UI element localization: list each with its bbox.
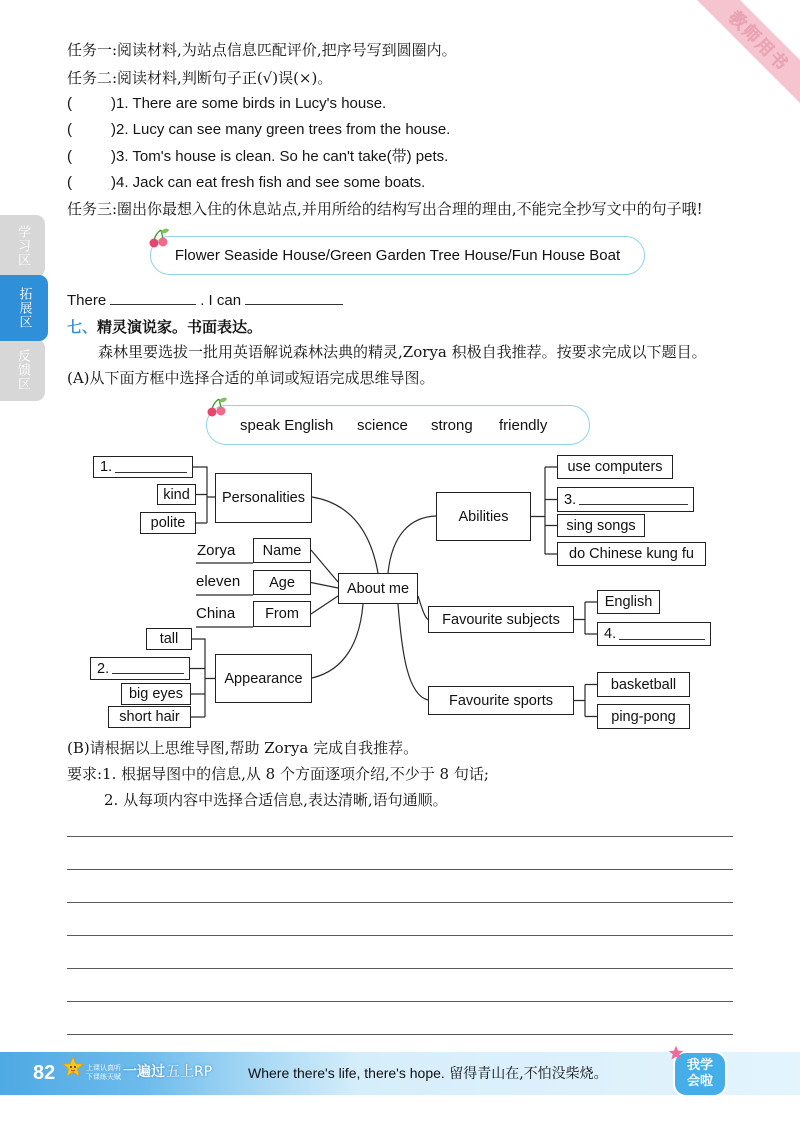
branch-age: Age [253,570,311,595]
appearance-big-eyes: big eyes [121,683,191,705]
connector-from [311,596,338,614]
word-bank-item: friendly [499,416,548,434]
bracket-favourite-subjects [574,602,597,634]
branch-favourite-sports: Favourite sports [428,686,574,715]
answer-paren-open: ( [67,148,72,165]
sport-ping-pong: ping-pong [597,704,690,729]
connector-name [311,550,338,582]
branch-personalities: Personalities [215,473,312,523]
word-bank-item: science [357,416,408,434]
blank-number: 4. [604,626,617,642]
section-number: 七、 [67,318,98,336]
answer-blank [579,504,688,505]
branch-from: From [253,601,311,627]
part-a-instruction: (A)从下面方框中选择合适的单词或短语完成思维导图。 [67,369,435,387]
connector-age [311,583,338,589]
age-value: eleven [196,573,241,590]
answer-blank [112,673,184,674]
ability-use-computers: use computers [557,455,673,479]
bracket-favourite-sports [574,685,597,717]
requirement-2: 2. 从每项内容中选择合适信息,表达清晰,语句通顺。 [104,791,448,809]
connector-abilities [388,516,436,573]
connector-favourite-sports [398,604,428,700]
judgement-text: 1. There are some birds in Lucy's house. [116,95,387,112]
section-intro: 森林里要选拔一批用英语解说森林法典的精灵,Zorya 积极自我推荐。按要求完成以下题目。 [98,343,707,361]
connector-personalities [312,497,378,573]
sport-basketball: basketball [597,672,690,697]
answer-paren-close: ) [111,95,116,112]
task-three-instruction: 任务三:圈出你最想入住的休息站点,并用所给的结构写出合理的理由,不能完全抄写文中的句子哦! [67,200,703,218]
appearance-blank-2 [90,657,190,680]
from-value: China [196,605,236,622]
branch-favourite-subjects: Favourite subjects [428,606,574,633]
bracket-personalities [193,467,215,523]
badge-line: 我学 [686,1058,713,1073]
tab-label: 反馈区 [15,349,30,391]
tab-extension-zone [0,275,48,341]
branch-appearance: Appearance [215,654,312,703]
brand-name: 一遍过 [123,1064,165,1080]
word-bank-item: strong [431,416,473,434]
answer-paren-open: ( [67,95,72,112]
branch-name: Name [253,538,311,563]
judgement-text: 4. Jack can eat fresh fish and see some boats. [116,174,426,191]
subject-english: English [597,590,660,614]
slogan-line: 上课认真听 [86,1064,121,1072]
answer-paren-close: ) [111,121,116,138]
page-number: 82 [33,1062,56,1084]
edition-label: 五上RP [166,1064,213,1080]
answer-paren-open: ( [67,174,72,191]
section-title: 精灵演说家。书面表达。 [97,318,263,336]
task-one-instruction: 任务一:阅读材料,为站点信息匹配评价,把序号写到圆圈内。 [67,41,457,59]
blank-number: 3. [564,491,577,508]
frame-middle: . I can [200,292,242,309]
answer-paren-open: ( [67,121,72,138]
tab-label: 学习区 [15,225,30,267]
subject-blank-4 [597,622,711,646]
appearance-short-hair: short hair [108,706,191,728]
personality-polite: polite [140,512,196,534]
bracket-abilities [531,467,557,554]
word-bank-item: speak English [240,416,334,434]
ability-blank-3 [557,487,694,512]
motto-english: Where there's life, there's hope. [248,1065,445,1081]
answer-blank [115,472,187,473]
appearance-tall: tall [146,628,192,650]
requirement-1: 要求:1. 根据导图中的信息,从 8 个方面逐项介绍,不少于 8 句话; [67,765,489,783]
connector-favourite-subjects [418,596,428,620]
tab-label: 拓展区 [16,287,32,329]
task-two-instruction: 任务二:阅读材料,判断句子正(√)误(×)。 [67,69,333,87]
blank-number: 1. [100,459,113,475]
ability-sing-songs: sing songs [557,514,645,537]
judgement-text: 2. Lucy can see many green trees from the house. [116,121,451,138]
slogan-line: 下课练天赋 [86,1073,121,1081]
answer-paren-close: ) [111,174,116,191]
personality-kind: kind [157,484,196,505]
branch-abilities: Abilities [436,492,531,541]
bracket-appearance [190,639,215,717]
ribbon-label: 教师用书 [724,7,793,76]
badge-line: 会啦 [686,1074,713,1089]
motto-chinese: 留得青山在,不怕没柴烧。 [449,1066,608,1082]
mind-map-center: About me [338,573,418,604]
rest-stop-options: Flower Seaside House/Green Garden Tree House/Fun House Boat [174,247,621,264]
answer-blank [619,639,705,640]
part-b-instruction: (B)请根据以上思维导图,帮助 Zorya 完成自我推荐。 [67,739,419,757]
answer-paren-close: ) [111,148,116,165]
frame-start: There [67,292,107,309]
connector-appearance [312,604,363,678]
name-value: Zorya [197,542,236,559]
ability-kung-fu: do Chinese kung fu [557,542,706,566]
blank-number: 2. [97,660,110,677]
personality-blank-1 [93,456,193,478]
judgement-text: 3. Tom's house is clean. So he can't take(带) pets. [116,148,449,165]
